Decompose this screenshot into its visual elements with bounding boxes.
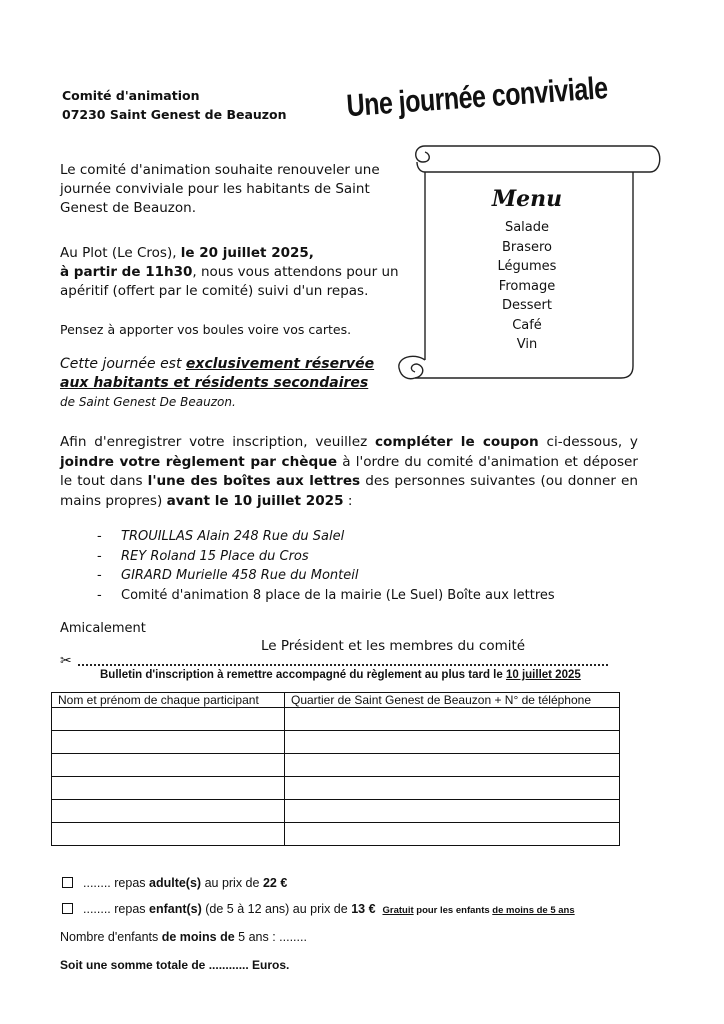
adult-count-text: ........ repas [83, 876, 149, 890]
name-cell[interactable] [52, 731, 285, 754]
name-cell[interactable] [52, 777, 285, 800]
reg-text-4: des personnes suivantes (ou donner en mains propres) [60, 473, 638, 509]
contact-name: TROUILLAS Alain 248 Rue du Salel [121, 529, 345, 544]
menu-list [462, 186, 592, 355]
column-header-quarter-phone: Quartier de Saint Genest de Beauzon + N° de téléphone [285, 693, 620, 708]
list-item [97, 527, 555, 547]
free-text: pour les enfants [413, 905, 493, 916]
reg-bold-payment: joindre votre règlement par chèque [60, 453, 338, 470]
event-place: Au Plot (Le Cros), [60, 245, 181, 261]
signature-text: Le Président et les membres du comité [261, 638, 526, 654]
adult-price: 22 € [262, 876, 288, 890]
page-title: Une journée conviviale [345, 70, 609, 124]
contact-list [97, 527, 555, 605]
event-details [60, 244, 410, 301]
table-row [52, 754, 620, 777]
reminder-text: Pensez à apporter vos boules voire vos cartes. [60, 322, 352, 337]
menu-title: Menu [491, 186, 563, 212]
reservation-emphasis: exclusivement réservée aux habitants et résidents secondaires [60, 356, 375, 391]
menu-item-fromage: Fromage [498, 278, 556, 294]
table-row [52, 777, 620, 800]
child-meal-line [62, 902, 575, 916]
event-time: à partir de 11h30 [60, 264, 193, 280]
dotted-line [78, 656, 608, 666]
table-row [52, 708, 620, 731]
nb-text-pre: Nombre d'enfants [60, 930, 162, 944]
event-description: , nous vous attendons pour un apéritif (offert par le comité) suivi d'un repas. [60, 264, 399, 299]
reservation-tail: de Saint Genest De Beauzon. [60, 395, 236, 409]
contact-name: GIRARD Murielle 458 Rue du Monteil [121, 568, 359, 583]
adult-price-text: au prix de [201, 876, 263, 890]
adult-label: adulte(s) [149, 876, 202, 890]
registration-instructions [60, 433, 638, 511]
menu-item-cafe: Café [512, 317, 542, 333]
table-row [52, 823, 620, 846]
free-label: Gratuit [382, 905, 414, 916]
name-cell[interactable] [52, 823, 285, 846]
name-cell[interactable] [52, 800, 285, 823]
list-item [97, 547, 555, 567]
name-cell[interactable] [52, 708, 285, 731]
org-address: 07230 Saint Genest de Beauzon [62, 107, 287, 122]
nb-text-post: 5 ans : ........ [234, 930, 307, 944]
children-count-line [60, 930, 307, 944]
scissors-icon: ✂ [60, 653, 72, 669]
quarter-phone-cell[interactable] [285, 754, 620, 777]
table-header-row [52, 693, 620, 708]
child-label: enfant(s) [149, 902, 202, 916]
adult-meal-line [62, 876, 287, 890]
organization-block [62, 86, 287, 124]
bulletin-heading [100, 669, 581, 681]
quarter-phone-cell[interactable] [285, 708, 620, 731]
free-note [382, 905, 574, 916]
event-date: le 20 juillet 2025, [180, 245, 314, 261]
quarter-phone-cell[interactable] [285, 731, 620, 754]
reg-text-2: ci-dessous, y [538, 434, 638, 450]
child-price: 13 € [351, 902, 376, 916]
quarter-phone-cell[interactable] [285, 823, 620, 846]
adult-checkbox[interactable] [62, 877, 73, 888]
bulletin-text: Bulletin d'inscription à remettre accompagné du règlement au plus tard le [100, 669, 506, 681]
reservation-notice [60, 355, 405, 412]
menu-item-salade: Salade [504, 220, 550, 235]
contact-name: REY Roland 15 Place du Cros [121, 548, 309, 564]
reg-bold-deadline: avant le 10 juillet 2025 [166, 492, 344, 509]
column-header-name: Nom et prénom de chaque participant [52, 693, 285, 708]
reg-text-5: : [343, 492, 353, 509]
reservation-lead: Cette journée est [60, 356, 186, 372]
closing-text: Amicalement [60, 621, 146, 636]
menu-item-dessert: Dessert [502, 298, 552, 313]
menu-item-vin: Vin [516, 337, 538, 352]
name-cell[interactable] [52, 754, 285, 777]
total-sum-line: Soit une somme totale de ............ Euros. [60, 958, 290, 972]
reg-text-1: Afin d'enregistrer votre inscription, veuillez [60, 434, 375, 450]
free-age: de moins de 5 ans [492, 905, 575, 916]
child-price-text: (de 5 à 12 ans) au prix de [201, 902, 352, 916]
child-count-text: ........ repas [83, 902, 149, 916]
menu-item-brasero: Brasero [501, 239, 552, 255]
table-row [52, 800, 620, 823]
list-item [97, 586, 555, 606]
menu-item-legumes: Légumes [497, 259, 557, 274]
registration-table [51, 692, 620, 846]
bulletin-date: 10 juillet 2025 [505, 669, 581, 681]
org-name: Comité d'animation [62, 88, 200, 103]
contact-name: Comité d'animation 8 place de la mairie (Le Suel) Boîte aux lettres [121, 587, 555, 603]
quarter-phone-cell[interactable] [285, 777, 620, 800]
table-row [52, 731, 620, 754]
list-item [97, 566, 555, 586]
reg-text-3: à l'ordre du comité d'animation et déposer le tout dans [60, 453, 638, 489]
reg-bold-mailbox: l'une des boîtes aux lettres [147, 473, 361, 489]
cut-line [60, 653, 608, 670]
quarter-phone-cell[interactable] [285, 800, 620, 823]
reg-bold-coupon: compléter le coupon [375, 434, 539, 450]
intro-paragraph: Le comité d'animation souhaite renouveler une journée conviviale pour les habitants de Saint Genest de Beauzon. [60, 162, 380, 216]
child-checkbox[interactable] [62, 903, 73, 914]
nb-text-bold: de moins de [161, 930, 235, 944]
